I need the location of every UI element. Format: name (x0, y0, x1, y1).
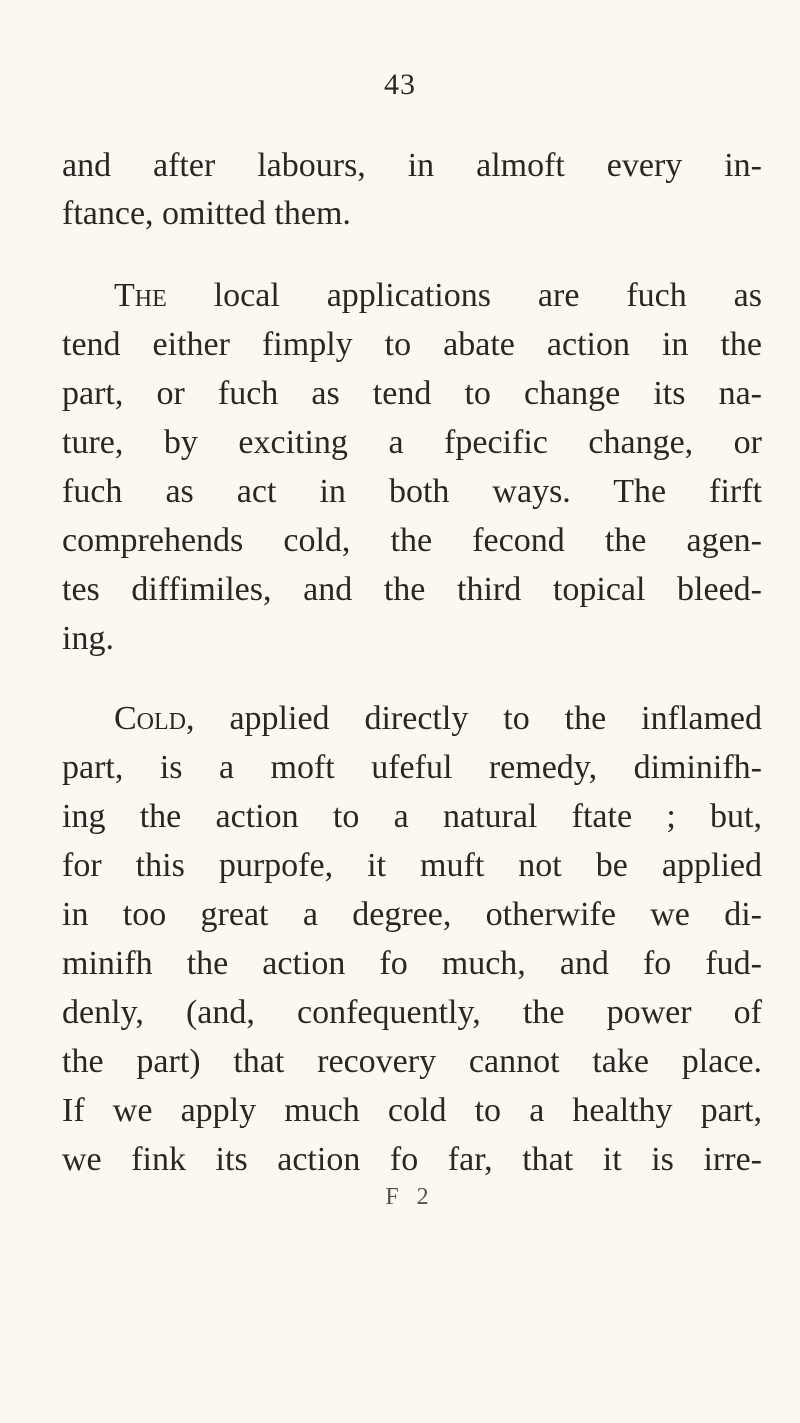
paragraph-2-line-7: tes diffimiles, and the third topical bleed- (62, 571, 762, 608)
paragraph-3-line-1 (114, 695, 762, 743)
paragraph-2-line-1-text: local applications are fuch as (166, 277, 762, 314)
signature-mark: F 2 (385, 1184, 435, 1210)
paragraph-2-line-5: fuch as act in both ways. The firft (62, 473, 762, 510)
paragraph-3-line-2: part, is a moft ufeful remedy, diminifh- (62, 749, 762, 786)
paragraph-2-lead-word: The (114, 277, 167, 314)
paragraph-3-line-7: denly, (and, confequently, the power of (62, 994, 762, 1031)
paragraph-3-line-1-text: applied directly to the inflamed (194, 700, 762, 737)
paragraph-3-line-6: minifh the action fo much, and fo fud- (62, 945, 762, 982)
paragraph-3-line-3: ing the action to a natural ftate ; but, (62, 798, 762, 835)
paragraph-3-line-10: we fink its action fo far, that it is irre- (62, 1141, 762, 1178)
paragraph-2-line-3: part, or fuch as tend to change its na- (62, 375, 762, 412)
paragraph-3-line-8: the part) that recovery cannot take place. (62, 1043, 762, 1080)
paragraph-3-line-9: If we apply much cold to a healthy part, (62, 1092, 762, 1129)
paragraph-2-line-8: ing. (62, 620, 114, 657)
page-number: 43 (384, 68, 416, 101)
paragraph-1-line-1: and after labours, in almoft every in- (62, 147, 762, 184)
paragraph-2-line-6: comprehends cold, the fecond the agen- (62, 522, 762, 559)
paragraph-2-line-2: tend either fimply to abate action in the (62, 326, 762, 363)
paragraph-1-line-2: ftance, omitted them. (62, 195, 351, 232)
paragraph-2-line-1 (114, 272, 762, 320)
paragraph-3-lead-word: Cold, (114, 700, 195, 737)
paragraph-3-line-4: for this purpofe, it muft not be applied (62, 847, 762, 884)
paragraph-2-line-4: ture, by exciting a fpecific change, or (62, 424, 762, 461)
paragraph-3-line-5: in too great a degree, otherwife we di- (62, 896, 762, 933)
